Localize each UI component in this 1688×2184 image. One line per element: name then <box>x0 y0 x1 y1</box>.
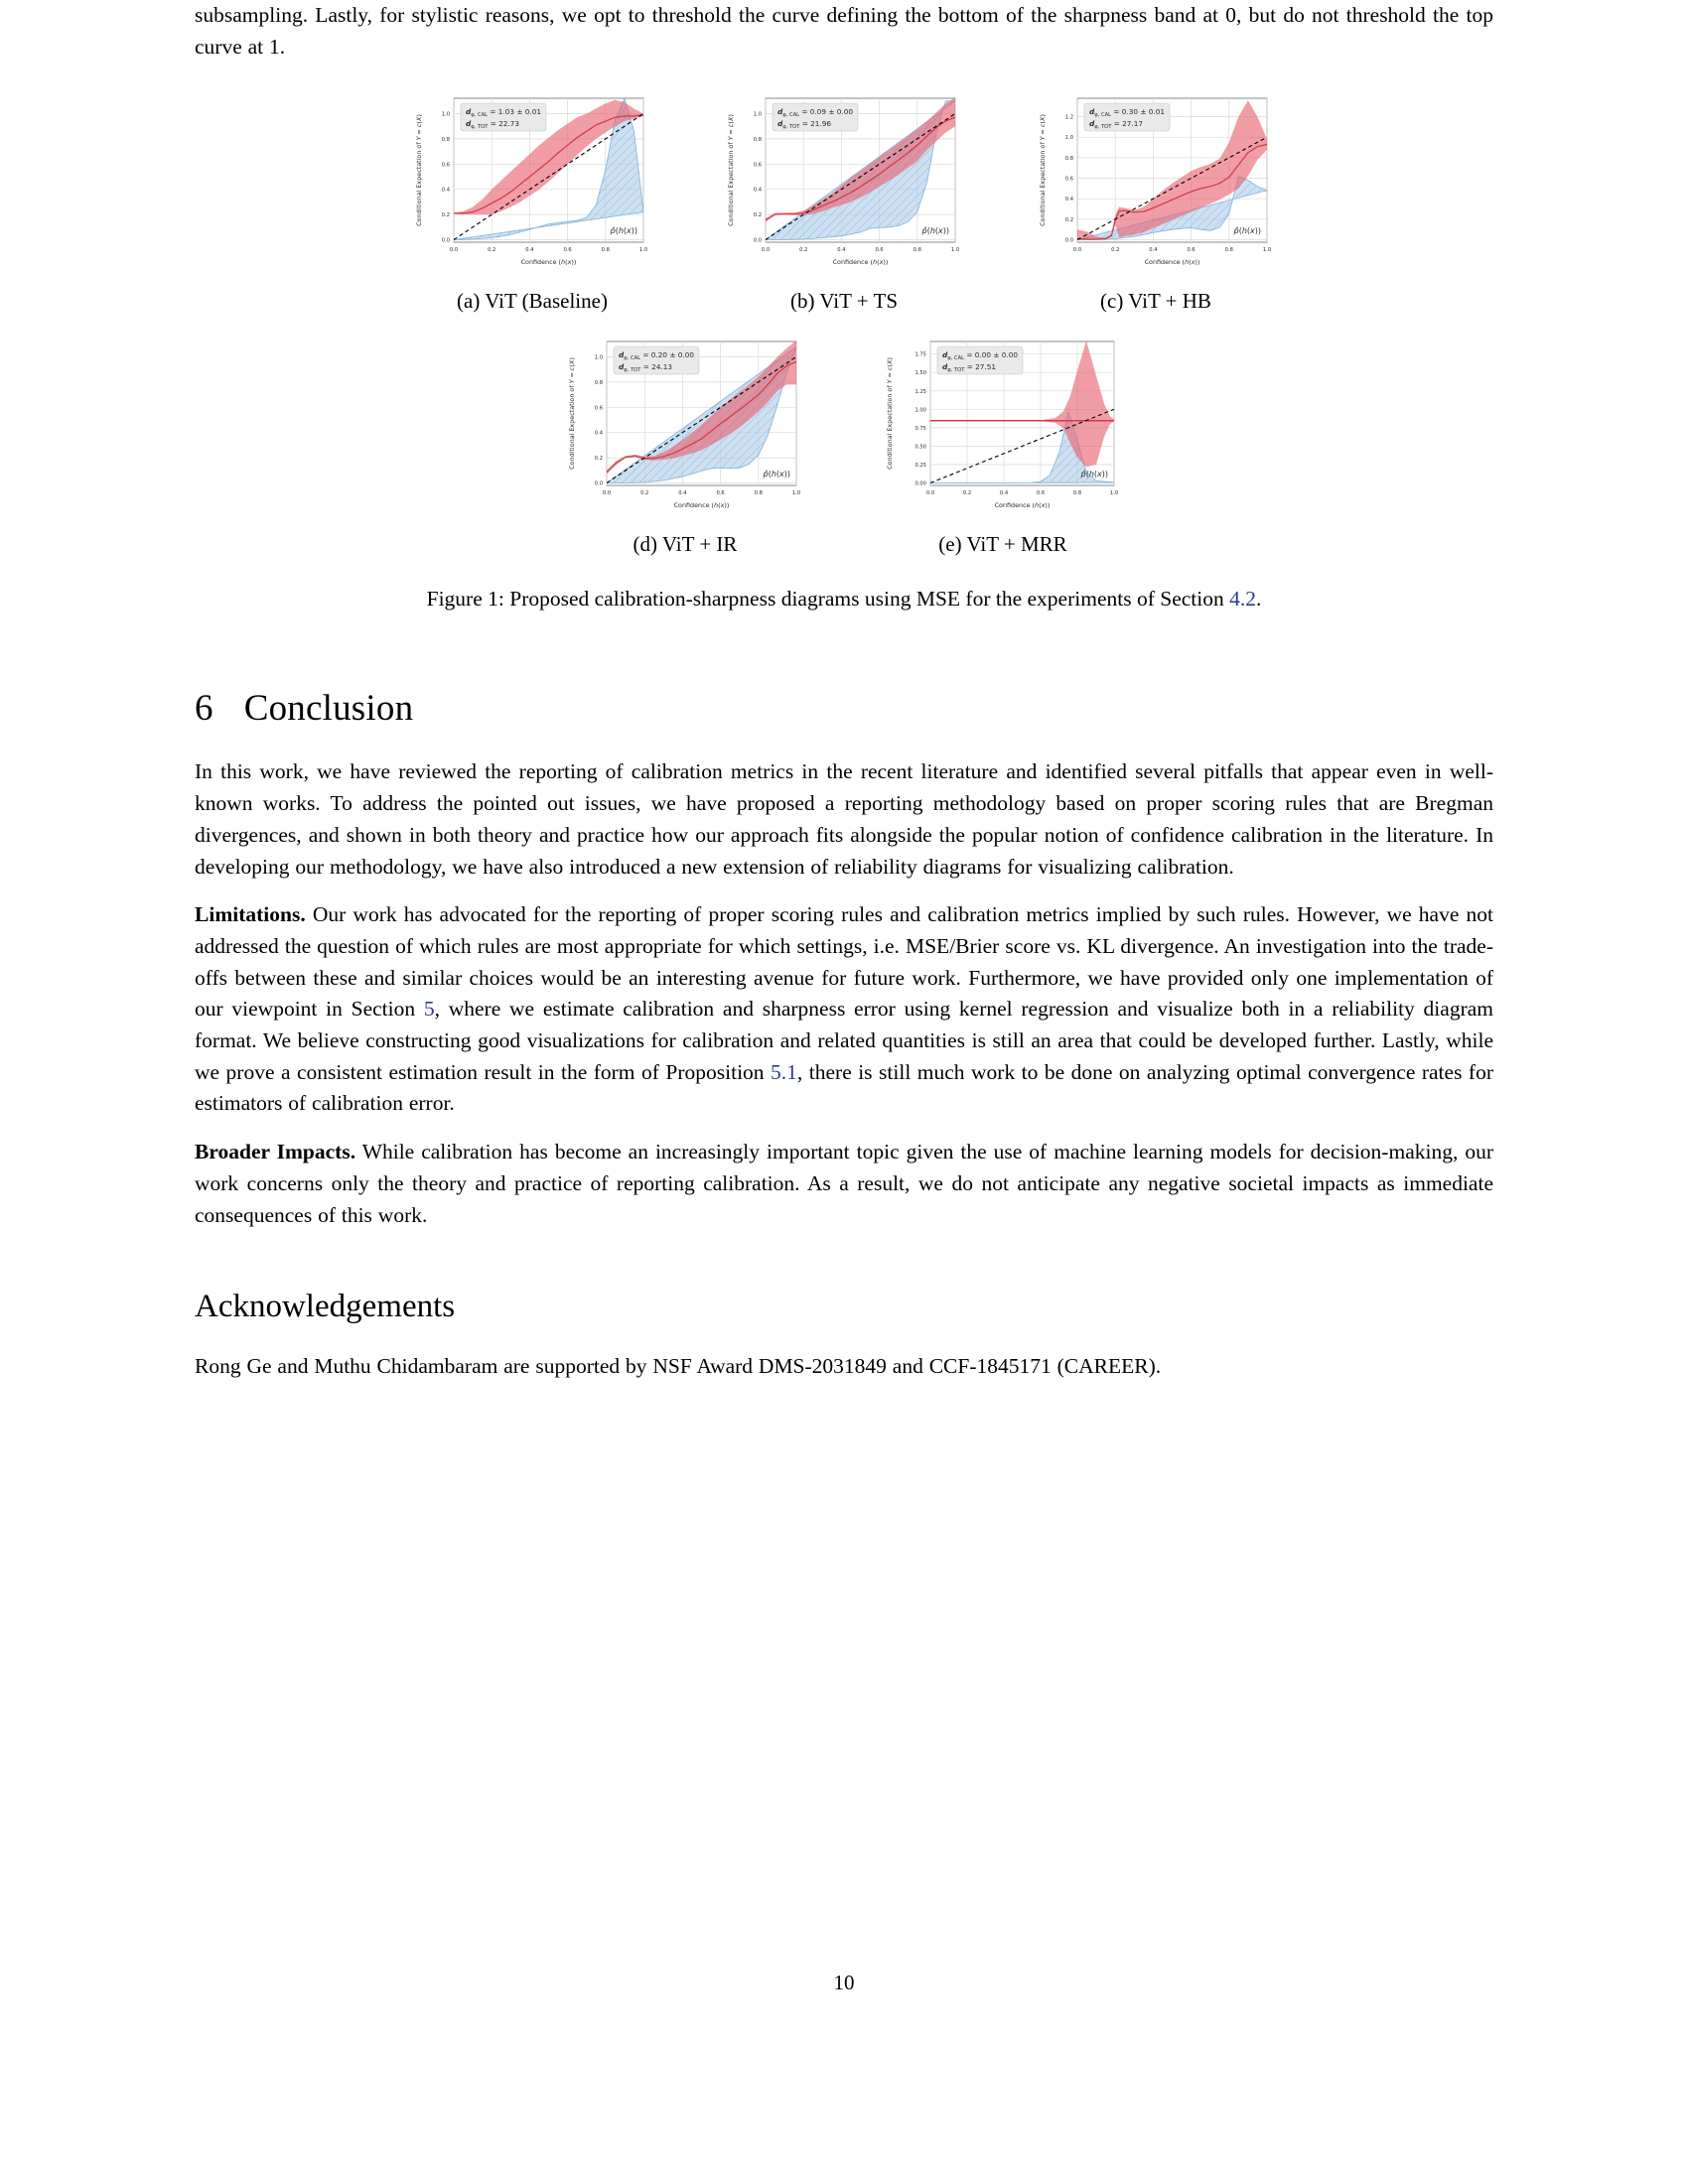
svg-text:1.2: 1.2 <box>1064 115 1073 122</box>
annot-tot-b: = 21.96 <box>799 119 832 129</box>
svg-text:0.2: 0.2 <box>441 212 450 219</box>
svg-text:0.4: 0.4 <box>837 247 846 254</box>
figure-caption-period: . <box>1256 587 1262 612</box>
annot-cal-c: = 0.30 ± 0.01 <box>1111 107 1166 117</box>
svg-text:0.8: 0.8 <box>601 247 610 254</box>
svg-text:Conditional Expectation of Y =: Conditional Expectation of Y = c(X) <box>1039 114 1047 227</box>
svg-text:1.25: 1.25 <box>914 389 926 396</box>
figure-panel-b <box>719 82 969 314</box>
figure-subcaption-d: (d) ViT + IR <box>633 532 738 557</box>
svg-text:0.0: 0.0 <box>1064 237 1073 244</box>
svg-text:0.6: 0.6 <box>1064 176 1073 183</box>
svg-text:0.8: 0.8 <box>594 380 603 387</box>
svg-text:0.2: 0.2 <box>962 490 972 497</box>
svg-text:1.0: 1.0 <box>638 247 648 254</box>
svg-text:0.0: 0.0 <box>1072 247 1082 254</box>
page-number: 10 <box>833 1971 855 1994</box>
section-heading-acknowledgements: Acknowledgements <box>195 1289 456 1325</box>
annot-tot-d: = 24.13 <box>640 362 673 372</box>
svg-text:0.4: 0.4 <box>525 247 534 254</box>
chart-c <box>1031 82 1281 273</box>
svg-text:Confidence (h(x)): Confidence (h(x)) <box>994 501 1051 510</box>
svg-text:Confidence (h(x)): Confidence (h(x)) <box>520 258 577 267</box>
svg-text:dφ, CAL = 0.09 ± 0.00: $d_{\varphi, CAL} = 0.09 \pm 0.00$ <box>777 107 854 119</box>
figure-panel-d <box>560 326 810 557</box>
svg-text:0.6: 0.6 <box>753 162 762 169</box>
svg-text:0.2: 0.2 <box>640 490 649 497</box>
svg-text:1.0: 1.0 <box>791 490 801 497</box>
figure-panel-a <box>407 82 657 314</box>
annot-cal-a: = 1.03 ± 0.01 <box>488 107 542 117</box>
limitations-ref-section-5[interactable]: 5 <box>423 997 435 1022</box>
broader-impacts-lead: Broader Impacts. <box>195 1140 356 1164</box>
svg-text:0.2: 0.2 <box>1111 247 1120 254</box>
svg-text:Conditional Expectation of Y =: Conditional Expectation of Y = c(X) <box>886 357 894 471</box>
svg-text:0.8: 0.8 <box>754 490 763 497</box>
svg-text:0.8: 0.8 <box>1072 490 1082 497</box>
svg-text:0.8: 0.8 <box>441 137 450 144</box>
svg-text:dφ, TOT = 22.73: $d_{\varphi, TOT} = 22.73$ <box>466 119 520 131</box>
svg-text:0.2: 0.2 <box>1064 217 1073 224</box>
broader-impacts-text: While calibration has become an increasingly important topic given the use of machine learning models for decision-making, our work concerns only the theory and practice of reporting calibration. As a result, we do not anticipate any negative societal impacts as immediate consequences of this work. <box>195 1140 1493 1227</box>
svg-text:p̂(h(x)): p̂(h(x)) <box>1233 226 1261 236</box>
top-paragraph: subsampling. Lastly, for stylistic reasons, we opt to threshold the curve defining the bottom of the sharpness band at 0, but do not threshold the top curve at 1. <box>195 3 1493 59</box>
svg-text:0.8: 0.8 <box>1224 247 1233 254</box>
svg-text:1.0: 1.0 <box>1262 247 1272 254</box>
svg-text:p̂(h(x)): p̂(h(x)) <box>921 226 949 236</box>
figure-panel-c <box>1031 82 1281 314</box>
svg-text:0.4: 0.4 <box>999 490 1009 497</box>
svg-text:0.00: 0.00 <box>914 480 926 487</box>
svg-text:Confidence (h(x)): Confidence (h(x)) <box>832 258 889 267</box>
svg-text:0.4: 0.4 <box>441 188 450 195</box>
broader-impacts-paragraph <box>195 1137 1493 1231</box>
figure-panel-e <box>878 326 1128 557</box>
annot-tot-e: = 27.51 <box>964 362 997 372</box>
svg-text:Conditional Expectation of Y =: Conditional Expectation of Y = c(X) <box>415 114 423 227</box>
svg-text:0.2: 0.2 <box>594 456 603 463</box>
svg-text:1.50: 1.50 <box>914 370 926 377</box>
svg-text:dφ, TOT = 27.51: $d_{\varphi, TOT} = 27.51$ <box>942 362 997 374</box>
svg-text:0.0: 0.0 <box>925 490 935 497</box>
figure-caption-section-ref[interactable]: 4.2 <box>1229 587 1256 612</box>
figure-subcaption-c: (c) ViT + HB <box>1100 289 1211 314</box>
acknowledgements-paragraph: Rong Ge and Muthu Chidambaram are supported by NSF Award DMS-2031849 and CCF-1845171 (CAREER). <box>195 1354 1162 1379</box>
limitations-part3: , there is still much work to be done on analyzing optimal convergence rates for estimators of calibration error. <box>195 1059 1493 1116</box>
svg-text:0.0: 0.0 <box>761 247 771 254</box>
svg-text:0.0: 0.0 <box>753 237 762 244</box>
figure-1 <box>195 82 1493 612</box>
svg-text:0.2: 0.2 <box>488 247 496 254</box>
svg-text:0.6: 0.6 <box>716 490 725 497</box>
section-number: 6 <box>195 688 213 730</box>
section-title: Conclusion <box>243 688 414 730</box>
figure-caption <box>195 587 1493 612</box>
svg-text:1.00: 1.00 <box>914 407 926 414</box>
svg-text:0.6: 0.6 <box>441 162 450 169</box>
svg-text:0.6: 0.6 <box>563 247 572 254</box>
svg-text:0.2: 0.2 <box>799 247 808 254</box>
limitations-lead: Limitations. <box>195 902 306 927</box>
figure-subcaption-a: (a) ViT (Baseline) <box>457 289 608 314</box>
svg-text:dφ, CAL = 0.30 ± 0.01: $d_{\varphi, CAL} = 0.30 \pm 0.01$ <box>1089 107 1166 119</box>
svg-text:0.4: 0.4 <box>1064 197 1073 204</box>
chart-a <box>407 82 657 273</box>
chart-e <box>878 326 1128 516</box>
annot-cal-b: = 0.09 ± 0.00 <box>799 107 854 117</box>
limitations-part1: Our work has advocated for the reporting of proper scoring rules and calibration metrics implied by such rules. However, we have not addressed the question of which rules are most appropriate for which settings, i.e. MSE/Brier score vs. KL divergence. An investigation into the trade-offs between these and similar choices would be an interesting avenue for future work. Furthermore, we have provided only one implementation of our viewpoint in Section <box>195 902 1493 1022</box>
svg-text:0.4: 0.4 <box>1149 247 1158 254</box>
figure-row-bottom <box>195 326 1493 557</box>
conclusion-paragraph: In this work, we have reviewed the reporting of calibration metrics in the recent literature and identified several pitfalls that appear even in well-known works. To address the pointed out issues, we have proposed a reporting methodology based on proper scoring rules that are Bregman divergences, and shown in both theory and practice how our approach fits alongside the popular notion of confidence calibration in the literature. In developing our methodology, we have also introduced a new extension of reliability diagrams for visualizing calibration. <box>195 759 1493 879</box>
svg-text:1.0: 1.0 <box>441 111 450 118</box>
svg-text:0.6: 0.6 <box>594 405 603 412</box>
limitations-ref-prop-51[interactable]: 5.1 <box>771 1059 797 1084</box>
svg-text:0.75: 0.75 <box>914 426 926 433</box>
svg-text:0.0: 0.0 <box>441 237 450 244</box>
annot-cal-e: = 0.00 ± 0.00 <box>964 350 1019 360</box>
chart-b <box>719 82 969 273</box>
svg-text:0.2: 0.2 <box>753 212 762 219</box>
chart-d <box>560 326 810 516</box>
svg-text:1.0: 1.0 <box>594 354 603 361</box>
svg-text:dφ, TOT = 27.17: $d_{\varphi, TOT} = 27.17$ <box>1089 119 1144 131</box>
figure-subcaption-b: (b) ViT + TS <box>789 289 898 314</box>
limitations-paragraph <box>195 899 1493 1120</box>
svg-text:dφ, TOT = 21.96: $d_{\varphi, TOT} = 21.96$ <box>777 119 832 131</box>
svg-text:1.0: 1.0 <box>950 247 960 254</box>
svg-text:0.8: 0.8 <box>1064 156 1073 163</box>
svg-text:0.4: 0.4 <box>594 431 603 438</box>
svg-text:p̂(h(x)): p̂(h(x)) <box>763 470 790 479</box>
limitations-part2: , where we estimate calibration and sharpness error using kernel regression and visualize both in a reliability diagram format. We believe constructing good visualizations for calibration and related quantities is still an area that could be developed further. Lastly, while we prove a consistent estimation result in the form of Proposition <box>195 997 1493 1084</box>
svg-text:0.0: 0.0 <box>594 480 603 487</box>
svg-text:dφ, CAL = 0.20 ± 0.00: $d_{\varphi, CAL} = 0.20 \pm 0.00$ <box>619 350 695 362</box>
svg-text:0.4: 0.4 <box>678 490 687 497</box>
svg-text:0.6: 0.6 <box>875 247 884 254</box>
section-heading-conclusion <box>195 687 1493 730</box>
figure-caption-text: Figure 1: Proposed calibration-sharpness diagrams using MSE for the experiments of Section <box>426 587 1230 612</box>
svg-text:Confidence (h(x)): Confidence (h(x)) <box>673 501 730 510</box>
svg-text:0.25: 0.25 <box>914 463 926 470</box>
paper-page <box>195 0 1493 2184</box>
svg-text:0.8: 0.8 <box>913 247 921 254</box>
svg-text:Confidence (h(x)): Confidence (h(x)) <box>1144 258 1200 267</box>
svg-text:0.0: 0.0 <box>449 247 459 254</box>
svg-text:0.4: 0.4 <box>753 188 762 195</box>
svg-text:dφ, CAL = 1.03 ± 0.01: $d_{\varphi, CAL} = 1.03 \pm 0.01$ <box>466 107 542 119</box>
svg-text:0.0: 0.0 <box>602 490 612 497</box>
figure-row-top <box>195 82 1493 314</box>
annot-cal-d: = 0.20 ± 0.00 <box>640 350 695 360</box>
svg-text:0.8: 0.8 <box>753 137 762 144</box>
svg-text:0.50: 0.50 <box>914 444 926 451</box>
svg-text:Conditional Expectation of Y =: Conditional Expectation of Y = c(X) <box>568 357 576 471</box>
svg-text:p̂(h(x)): p̂(h(x)) <box>610 226 637 236</box>
svg-text:1.0: 1.0 <box>1064 135 1073 142</box>
svg-text:dφ, CAL = 0.00 ± 0.00: $d_{\varphi, CAL} = 0.00 \pm 0.00$ <box>942 350 1019 362</box>
annot-tot-a: = 22.73 <box>488 119 520 129</box>
svg-text:dφ, TOT = 24.13: $d_{\varphi, TOT} = 24.13$ <box>619 362 673 374</box>
svg-text:1.75: 1.75 <box>914 352 926 359</box>
svg-text:0.6: 0.6 <box>1187 247 1196 254</box>
svg-text:1.0: 1.0 <box>753 111 762 118</box>
svg-text:Conditional Expectation of Y =: Conditional Expectation of Y = c(X) <box>727 114 735 227</box>
figure-subcaption-e: (e) ViT + MRR <box>938 532 1067 557</box>
svg-text:1.0: 1.0 <box>1109 490 1119 497</box>
annot-tot-c: = 27.17 <box>1111 119 1144 129</box>
svg-text:p̂(h(x)): p̂(h(x)) <box>1080 470 1108 479</box>
svg-text:0.6: 0.6 <box>1036 490 1046 497</box>
